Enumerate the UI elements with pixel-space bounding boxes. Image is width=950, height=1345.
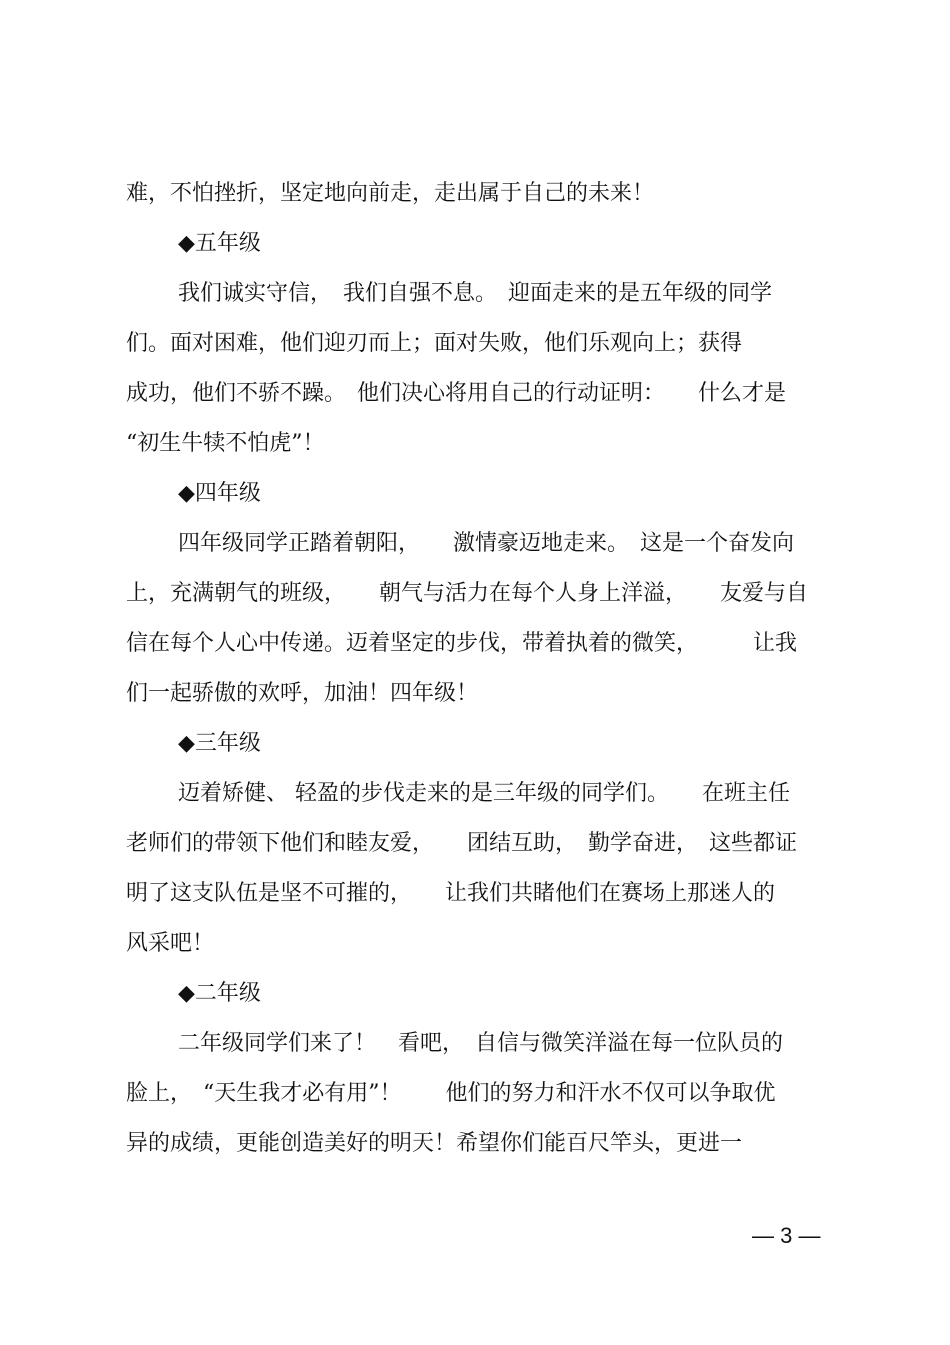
text-line: 成功，他们不骄不躁。 他们决心将用自己的行动证明： 什么才是 — [126, 381, 787, 406]
section-heading-grade5: ◆五年级 — [178, 231, 261, 256]
text-line: 风采吧！ — [126, 931, 215, 956]
page-number: — 3 — — [752, 1223, 821, 1248]
section-heading-grade3: ◆三年级 — [178, 731, 261, 756]
text-line: 上，充满朝气的班级， 朝气与活力在每个人身上洋溢， 友爱与自 — [126, 581, 809, 606]
text-line: 明了这支队伍是坚不可摧的， 让我们共睹他们在赛场上那迷人的 — [126, 881, 776, 906]
text-line: 们一起骄傲的欢呼，加油！四年级！ — [126, 681, 479, 706]
text-line: 迈着矫健、 轻盈的步伐走来的是三年级的同学们。 在班主任 — [178, 781, 790, 806]
text-line: 信在每个人心中传递。迈着坚定的步伐，带着执着的微笑， 让我 — [126, 631, 798, 656]
text-line: 们。面对困难，他们迎刃而上；面对失败，他们乐观向上；获得 — [126, 331, 743, 356]
text-line: 我们诚实守信， 我们自强不息。 迎面走来的是五年级的同学 — [178, 281, 773, 306]
text-line: 脸上， “天生我才必有用”！ 他们的努力和汗水不仅可以争取优 — [126, 1081, 776, 1106]
text-line: 异的成绩，更能创造美好的明天！希望你们能百尺竿头，更进一 — [126, 1131, 743, 1156]
text-line: “初生牛犊不怕虎”！ — [126, 431, 325, 456]
section-heading-grade2: ◆二年级 — [178, 981, 261, 1006]
text-line: 难，不怕挫折，坚定地向前走，走出属于自己的未来！ — [126, 181, 655, 206]
text-line: 二年级同学们来了！ 看吧， 自信与微笑洋溢在每一位队员的 — [178, 1031, 784, 1056]
section-heading-grade4: ◆四年级 — [178, 481, 261, 506]
text-line: 老师们的带领下他们和睦友爱， 团结互助， 勤学奋进， 这些都证 — [126, 831, 798, 856]
text-line: 四年级同学正踏着朝阳， 激情豪迈地走来。 这是一个奋发向 — [178, 531, 795, 556]
